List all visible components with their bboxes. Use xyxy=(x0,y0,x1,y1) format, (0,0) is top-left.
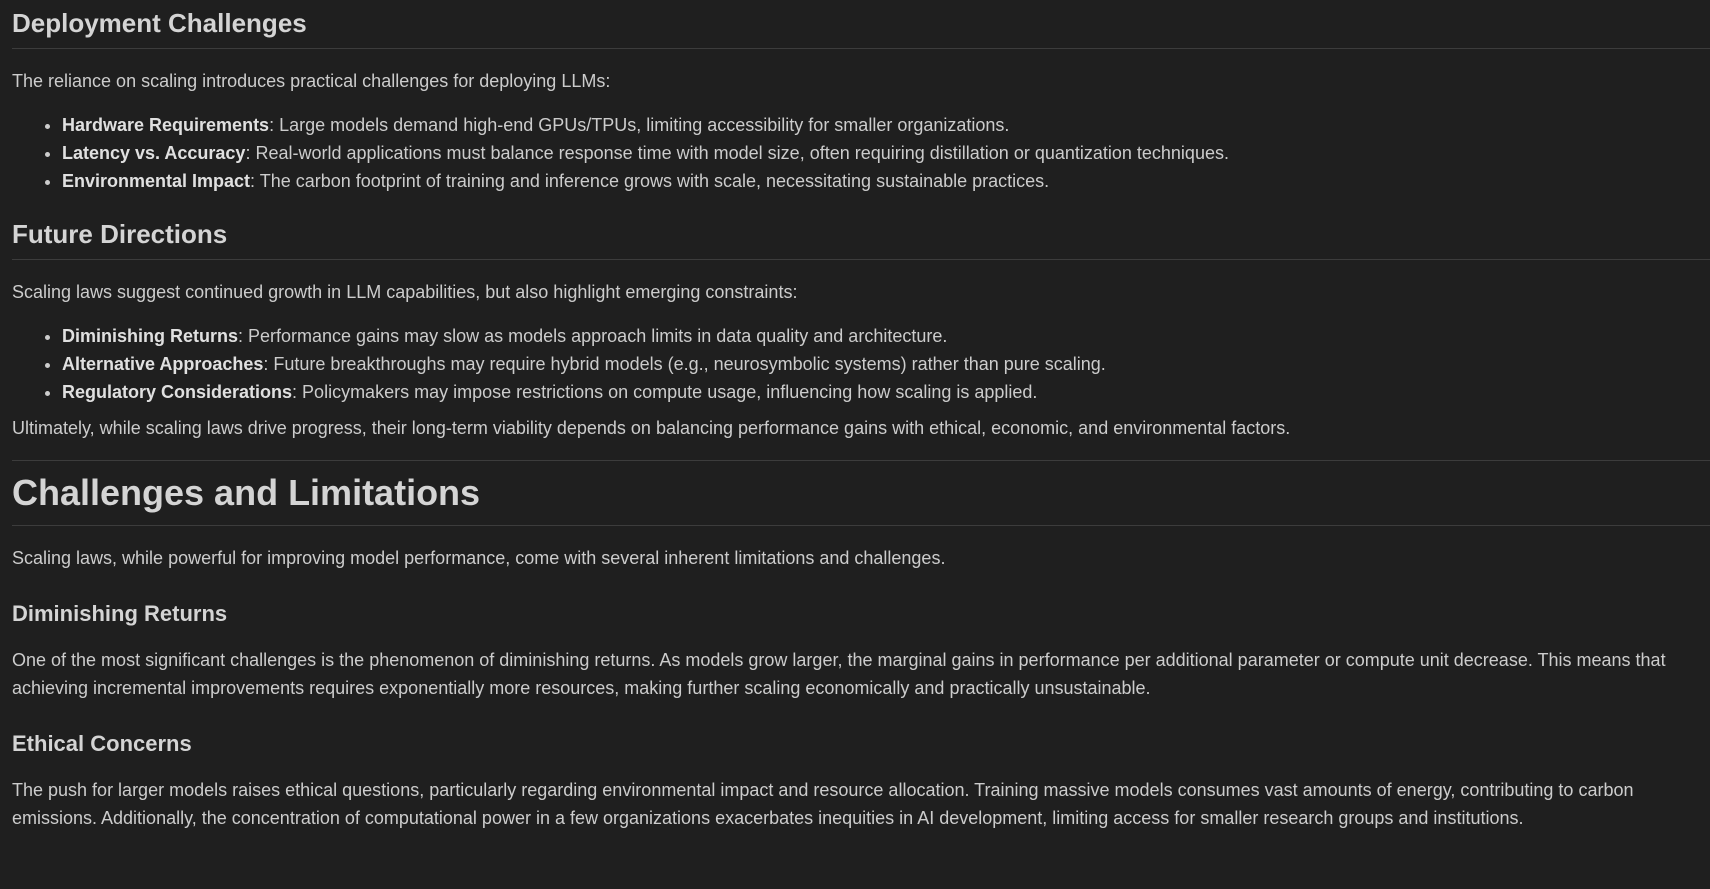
list-item-text: : Real-world applications must balance response time with model size, often requiring distillation or quantization techniques. xyxy=(245,143,1229,163)
list-item xyxy=(62,167,1710,195)
list-item-text: : Policymakers may impose restrictions on compute usage, influencing how scaling is applied. xyxy=(292,382,1038,402)
list-item xyxy=(62,322,1710,350)
ethical-concerns-text: The push for larger models raises ethical questions, particularly regarding environmental impact and resource allocation. Training massive models consumes vast amounts of energy, contributing to carbon emissions. Additionally, the concentration of computational power in a few organizations exacerbates inequities in AI development, limiting access for smaller research groups and institutions. xyxy=(12,780,1634,828)
section-heading-challenges: Challenges and Limitations xyxy=(12,471,1710,526)
challenges-intro: Scaling laws, while powerful for improving model performance, come with several inherent limitations and challenges. xyxy=(12,548,946,568)
list-item-term: Regulatory Considerations xyxy=(62,382,293,402)
section-divider xyxy=(12,460,1710,461)
diminishing-returns-text: One of the most significant challenges is the phenomenon of diminishing returns. As models grow larger, the marginal gains in performance per additional parameter or compute unit decrease. This means that achieving incremental improvements requires exponentially more resources, making further scaling economically and practically unsustainable. xyxy=(12,650,1666,698)
list-item-term: Environmental Impact xyxy=(62,171,251,191)
list-item-text: : Future breakthroughs may require hybrid models (e.g., neurosymbolic systems) rather than pure scaling. xyxy=(263,354,1106,374)
list-item-term: Hardware Requirements xyxy=(62,115,270,135)
section-heading-deployment: Deployment Challenges xyxy=(12,0,1710,49)
list-item-text: : The carbon footprint of training and inference grows with scale, necessitating sustainable practices. xyxy=(250,171,1050,191)
deployment-list xyxy=(12,111,1710,195)
list-item-term: Alternative Approaches xyxy=(62,354,264,374)
section-heading-future: Future Directions xyxy=(12,211,1710,260)
list-item xyxy=(62,350,1710,378)
subheading-ethical-concerns: Ethical Concerns xyxy=(12,731,192,756)
future-conclusion: Ultimately, while scaling laws drive progress, their long-term viability depends on balancing performance gains with ethical, economic, and environmental factors. xyxy=(12,418,1291,438)
list-item xyxy=(62,378,1710,406)
list-item-text: : Large models demand high-end GPUs/TPUs, limiting accessibility for smaller organizations. xyxy=(269,115,1010,135)
deployment-intro: The reliance on scaling introduces practical challenges for deploying LLMs: xyxy=(12,71,611,91)
list-item-term: Diminishing Returns xyxy=(62,326,239,346)
list-item xyxy=(62,111,1710,139)
subheading-diminishing-returns: Diminishing Returns xyxy=(12,601,228,626)
future-list xyxy=(12,322,1710,406)
future-intro: Scaling laws suggest continued growth in LLM capabilities, but also highlight emerging constraints: xyxy=(12,282,798,302)
list-item xyxy=(62,139,1710,167)
list-item-text: : Performance gains may slow as models approach limits in data quality and architecture. xyxy=(238,326,948,346)
list-item-term: Latency vs. Accuracy xyxy=(62,143,246,163)
